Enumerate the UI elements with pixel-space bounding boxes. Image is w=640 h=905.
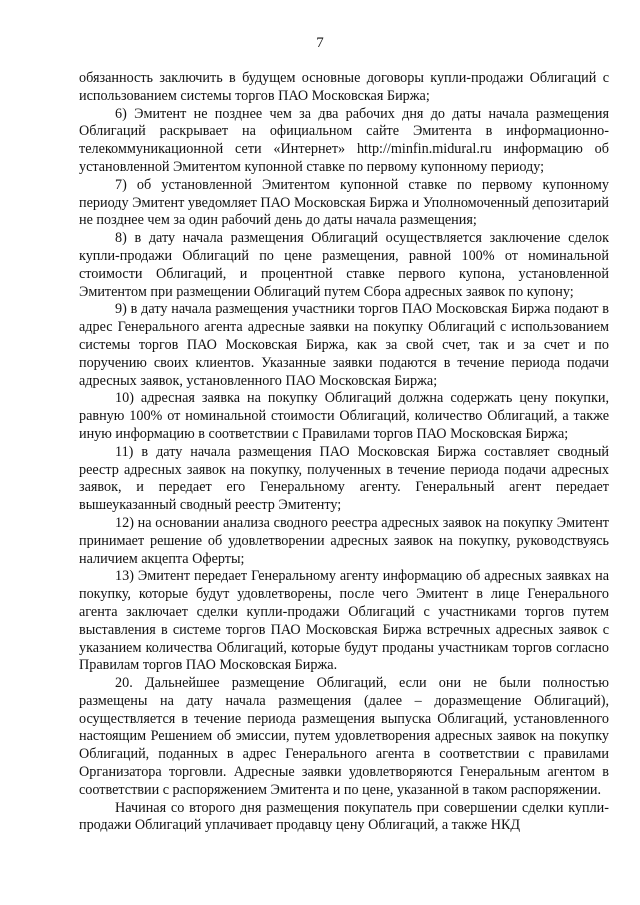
paragraph-item-7: 7) об установленной Эмитентом купонной ставке по первому купонному периоду Эмитент уведомляет ПАО Московская Биржа и Уполномоченный депозитарий не позднее чем за один рабочий день до даты начала размещения;: [79, 176, 609, 229]
paragraph-obligation-continuation: обязанность заключить в будущем основные договоры купли-продажи Облигаций с использованием системы торгов ПАО Московская Биржа;: [79, 70, 609, 104]
paragraph-section-20: 20. Дальнейшее размещение Облигаций, если они не были полностью размещены на дату начала размещения (далее – доразмещение Облигаций), осуществляется в течение периода размещения выпуска Облигаций, установленного настоящим Решением об эмиссии, путем удовлетворения адресных заявок на покупку Облигаций, поданных в адрес Генерального агента в соответствии с правилами Организатора торговли. Адресные заявки удовлетворяются Генеральным агентом в соответствии с распоряжением Эмитента и по цене, указанной в таком распоряжении.: [79, 675, 609, 798]
paragraph-item-6: 6) Эмитент не позднее чем за два рабочих дня до даты начала размещения Облигаций раскрывает на официальном сайте Эмитента в информационно-телекоммуникационной сети «Интернет» http://minfin.midural.ru информацию об установленной Эмитентом купонной ставке по первому купонному периоду;: [79, 105, 609, 175]
paragraph-item-12: 12) на основании анализа сводного реестра адресных заявок на покупку Эмитент принимает решение об удовлетворении адресных заявок на покупку, руководствуясь наличием акцепта Оферты;: [79, 514, 609, 567]
page-number: 7: [316, 35, 324, 51]
paragraph-item-13: 13) Эмитент передает Генеральному агенту информацию об адресных заявках на покупку, которые будут удовлетворены, после чего Эмитент в лице Генерального агента заключает сделки купли-продажи Облигаций с участниками торгов путем выставления в системе торгов ПАО Московская Биржа встречных адресных заявок с указанием количества Облигаций, которые будут проданы участникам торгов согласно Правилам торгов ПАО Московская Биржа.: [79, 568, 609, 674]
paragraph-item-9: 9) в дату начала размещения участники торгов ПАО Московская Биржа подают в адрес Генерального агента адресные заявки на покупку Облигаций с использованием системы торгов ПАО Московская Биржа, как за свой счет, так и за счет и по поручению своих клиентов. Указанные заявки подаются в течение периода подачи адресных заявок, установленного ПАО Московская Биржа;: [79, 301, 609, 389]
paragraph-item-8: 8) в дату начала размещения Облигаций осуществляется заключение сделок купли-продажи Облигаций по цене размещения, равной 100% от номинальной стоимости Облигаций, и процентной ставке первого купона, установленной Эмитентом при размещении Облигаций путем Сбора адресных заявок по купону;: [79, 230, 609, 300]
paragraph-item-10: 10) адресная заявка на покупку Облигаций должна содержать цену покупки, равную 100% от номинальной стоимости Облигаций, количество Облигаций, а также иную информацию в соответствии с Правилами торгов ПАО Московская Биржа;: [79, 390, 609, 442]
document-body: [79, 70, 609, 835]
paragraph-item-11: 11) в дату начала размещения ПАО Московская Биржа составляет сводный реестр адресных заявок на покупку, полученных в течение периода подачи адресных заявок, и передает его Генеральному агенту. Генеральный агент передает вышеуказанный сводный реестр Эмитенту;: [79, 443, 609, 514]
paragraph-second-day-payment: Начиная со второго дня размещения покупатель при совершении сделки купли-продажи Облигаций уплачивает продавцу цену Облигаций, а также НКД: [79, 799, 609, 834]
